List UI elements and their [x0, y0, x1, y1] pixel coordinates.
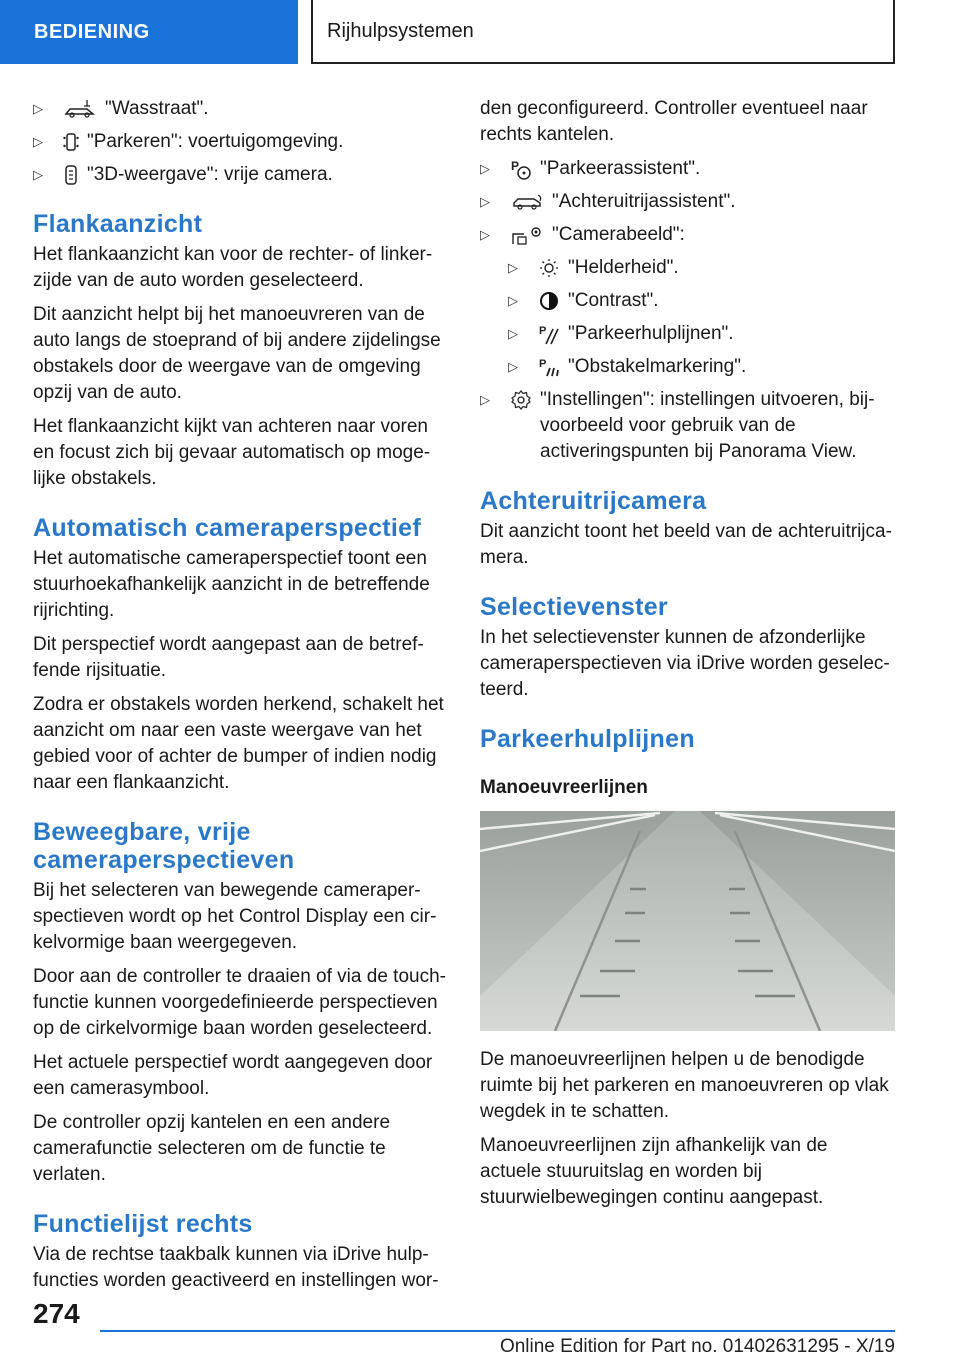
paragraph: Dit aanzicht toont het beeld van de achteruitrijcamera. — [480, 521, 892, 568]
paragraph: den geconfigureerd. Controller eventueel naar rechts kantelen. — [480, 98, 868, 145]
list-item-text: "3D-weergave": vrije camera. — [87, 164, 333, 185]
triangle-bullet-icon: ▷ — [33, 134, 43, 149]
settings-gear-icon — [510, 387, 532, 413]
car-wash-icon — [63, 96, 97, 122]
subheading-maneuver-lines: Manoeuvreerlijnen — [480, 777, 648, 798]
list-item — [480, 387, 894, 465]
list-item — [508, 354, 894, 380]
section-tab: BEDIENING — [0, 0, 298, 64]
triangle-bullet-icon: ▷ — [508, 293, 518, 308]
3d-view-icon — [63, 162, 79, 188]
triangle-bullet-icon: ▷ — [480, 161, 490, 176]
list-item-text: "Camerabeeld": — [552, 224, 685, 245]
heading-rear-camera: Achteruitrijcamera — [480, 487, 707, 515]
paragraph: Het automatische cameraperspectief toont een stuurhoekafhankelijk aanzicht in de betreffende rijrichting. — [33, 548, 430, 621]
footer-divider — [100, 1330, 895, 1332]
edition-note: Online Edition for Part no. 01402631295 - X/19 — [499, 1336, 895, 1357]
left-column — [33, 96, 447, 1302]
list-item-text: "Wasstraat". — [105, 98, 209, 119]
reversing-assistant-icon — [510, 189, 544, 215]
paragraph: Via de rechtse taakbalk kunnen via iDrive hulpfuncties worden geactiveerd en instellingen wor- — [33, 1244, 439, 1291]
triangle-bullet-icon: ▷ — [508, 260, 518, 275]
triangle-bullet-icon: ▷ — [33, 101, 43, 116]
paragraph: Zodra er obstakels worden herkend, schakelt het aanzicht om naar een vaste weergave van het gebied voor of achter de bumper of indien nodig naar een flankaanzicht. — [33, 694, 444, 793]
list-item-text: "Parkeerassistent". — [540, 158, 701, 179]
paragraph: Manoeuvreerlijnen zijn afhankelijk van de actuele stuuruitslag en worden bij stuurwielbewegingen continu aangepast. — [480, 1135, 828, 1208]
list-item-text: "Contrast". — [568, 290, 659, 311]
list-item — [33, 162, 447, 188]
triangle-bullet-icon: ▷ — [480, 392, 490, 407]
svg-text:P: P — [539, 358, 547, 370]
list-item-text: "Instellingen": instellingen uitvoeren, bijvoorbeeld voor gebruik van de activeringspunten bij Panorama View. — [540, 389, 875, 462]
heading-selection-window: Selectievenster — [480, 593, 668, 621]
list-item-text: "Obstakelmarkering". — [568, 356, 747, 377]
paragraph: Bij het selecteren van bewegende cameraperspectieven wordt op het Control Display een cirkelvormige baan weergegeven. — [33, 880, 437, 953]
list-item — [508, 288, 894, 314]
page-header — [0, 0, 960, 66]
paragraph: Dit aanzicht helpt bij het manoeuvreren van de auto langs de stoeprand of bij andere zijdelingse obstakels door de weergave van de omgeving opzij van de auto. — [33, 304, 441, 403]
heading-function-list: Functielijst rechts — [33, 1210, 253, 1238]
paragraph: De controller opzij kantelen en een andere camerafunctie selecteren om de functie te verlaten. — [33, 1112, 391, 1185]
paragraph: Dit perspectief wordt aangepast aan de betreffende rijsituatie. — [33, 634, 424, 681]
right-column — [480, 96, 894, 1219]
list-item — [508, 255, 894, 281]
parking-surroundings-icon — [63, 129, 79, 155]
triangle-bullet-icon: ▷ — [33, 167, 43, 182]
paragraph: In het selectievenster kunnen de afzonderlijke cameraperspectieven via iDrive worden geselecteerd. — [480, 627, 890, 700]
heading-parking-lines: Parkeerhulplijnen — [480, 725, 695, 753]
paragraph: Het flankaanzicht kan voor de rechter- of linkerzijde van de auto worden geselecteerd. — [33, 244, 433, 291]
paragraph: Door aan de controller te draaien of via de touchfunctie kunnen voorgedefinieerde perspectieven op de cirkelvormige baan worden geselecteerd. — [33, 966, 446, 1039]
list-item — [480, 156, 894, 182]
chapter-title: Rijhulpsystemen — [311, 0, 895, 64]
obstacle-marking-icon — [538, 354, 560, 380]
list-item-text: "Achteruitrijassistent". — [552, 191, 736, 212]
list-item — [480, 222, 894, 248]
contrast-icon — [538, 288, 560, 314]
maneuver-lines-illustration — [480, 811, 895, 1031]
list-item — [480, 189, 894, 215]
triangle-bullet-icon: ▷ — [480, 194, 490, 209]
svg-text:P: P — [539, 325, 547, 337]
svg-text:P: P — [511, 159, 520, 173]
list-item-text: "Parkeren": voertuigomgeving. — [87, 131, 344, 152]
paragraph: Het flankaanzicht kijkt van achteren naar voren en focust zich bij gevaar automatisch op mogelijke obstakels. — [33, 416, 431, 489]
heading-movable-perspectives: Beweegbare, vrije cameraperspectieven — [33, 818, 295, 874]
page-number: 274 — [33, 1298, 80, 1329]
list-item-text: "Helderheid". — [568, 257, 679, 278]
list-item-text: "Parkeerhulplijnen". — [568, 323, 734, 344]
camera-image-icon — [510, 222, 544, 248]
paragraph: De manoeuvreerlijnen helpen u de benodigde ruimte bij het parkeren en manoeuvreren op vlak wegdek in te schatten. — [480, 1049, 889, 1122]
brightness-icon — [538, 255, 560, 281]
triangle-bullet-icon: ▷ — [480, 227, 490, 242]
heading-flank-view: Flankaanzicht — [33, 210, 203, 238]
list-item — [33, 129, 447, 155]
triangle-bullet-icon: ▷ — [508, 359, 518, 374]
list-item — [508, 321, 894, 347]
triangle-bullet-icon: ▷ — [508, 326, 518, 341]
list-item — [33, 96, 447, 122]
park-assistant-icon — [510, 156, 532, 182]
heading-auto-perspective: Automatisch cameraperspectief — [33, 514, 422, 542]
paragraph: Het actuele perspectief wordt aangegeven door een camerasymbool. — [33, 1052, 433, 1099]
parking-lines-icon — [538, 321, 560, 347]
